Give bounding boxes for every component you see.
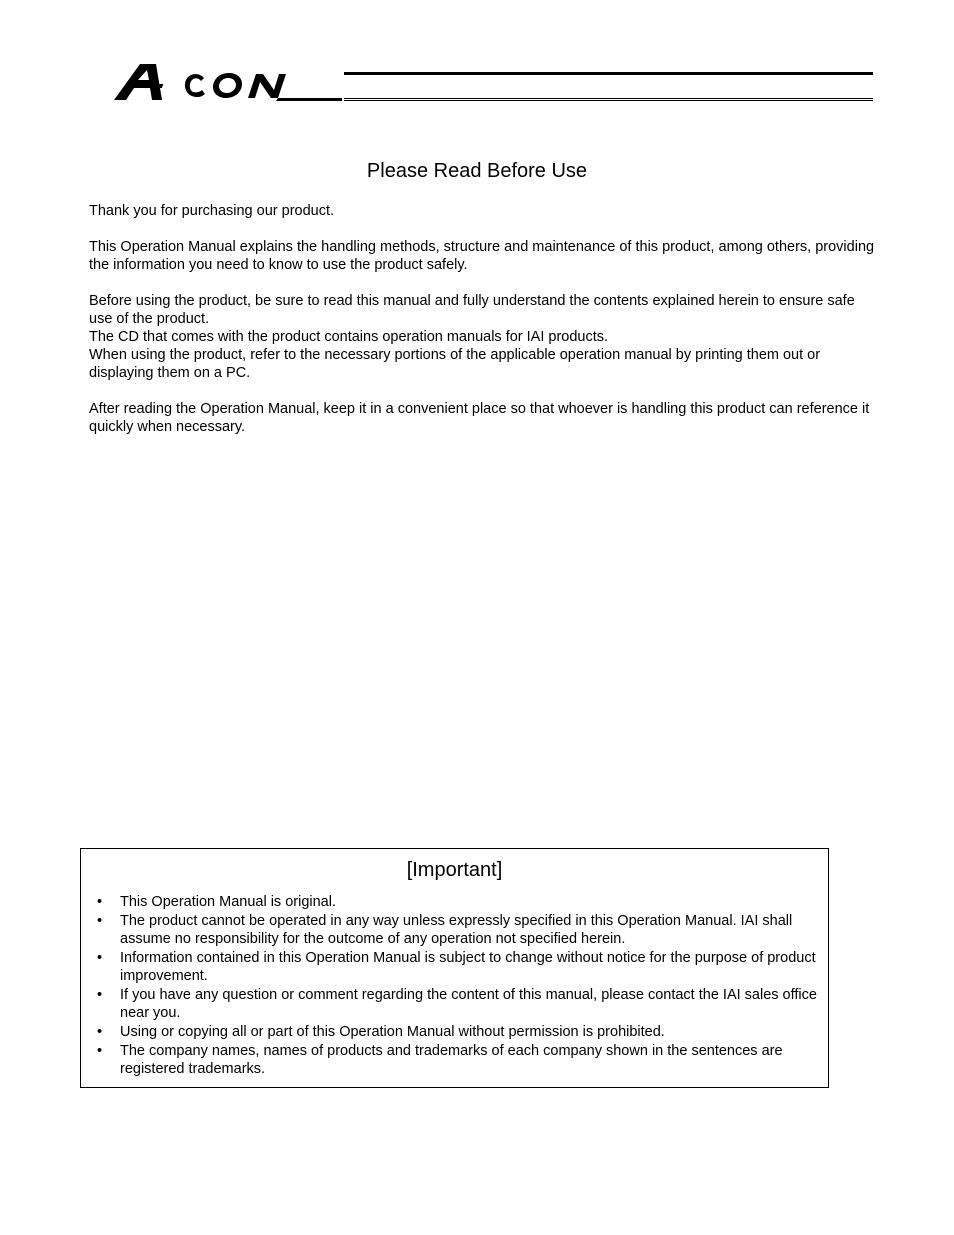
list-item bbox=[97, 1042, 817, 1078]
list-item-text: Information contained in this Operation Manual is subject to change without notice for the purpose of product improvement. bbox=[120, 950, 816, 984]
list-item bbox=[97, 986, 817, 1022]
paragraph: After reading the Operation Manual, keep it in a convenient place so that whoever is handling this product can reference it quickly when necessary. bbox=[89, 401, 870, 435]
list-item-text: The company names, names of products and trademarks of each company shown in the sentences are registered trademarks. bbox=[120, 1043, 783, 1077]
paragraph: The CD that comes with the product contains operation manuals for IAI products. bbox=[89, 329, 609, 345]
header-rule-bottom bbox=[344, 98, 873, 101]
list-item-text: This Operation Manual is original. bbox=[120, 894, 336, 910]
paragraph: Before using the product, be sure to read this manual and fully understand the contents explained herein to ensure safe use of the product. bbox=[89, 293, 855, 327]
bullet-icon: • bbox=[97, 913, 103, 929]
paragraph: This Operation Manual explains the handling methods, structure and maintenance of this product, among others, providing the information you need to know to use the product safely. bbox=[89, 239, 875, 273]
bullet-icon: • bbox=[97, 894, 103, 910]
bullet-icon: • bbox=[97, 1024, 103, 1040]
header-rule-top bbox=[344, 72, 873, 75]
list-item bbox=[97, 949, 817, 985]
list-item bbox=[97, 912, 817, 948]
list-item bbox=[97, 893, 817, 911]
acon-logo bbox=[112, 60, 344, 104]
bullet-icon: • bbox=[97, 950, 103, 966]
paragraph: When using the product, refer to the necessary portions of the applicable operation manual by printing them out or displaying them on a PC. bbox=[89, 347, 821, 381]
list-item-text: If you have any question or comment regarding the content of this manual, please contact the IAI sales office near you. bbox=[120, 987, 817, 1021]
list-item-text: Using or copying all or part of this Operation Manual without permission is prohibited. bbox=[120, 1024, 665, 1040]
important-heading: [Important] bbox=[406, 859, 503, 881]
bullet-icon: • bbox=[97, 987, 103, 1003]
important-list bbox=[97, 893, 817, 1079]
list-item bbox=[97, 1023, 817, 1041]
important-notice-box bbox=[80, 848, 829, 1088]
page-title: Please Read Before Use bbox=[366, 160, 588, 182]
paragraph: Thank you for purchasing our product. bbox=[89, 203, 335, 219]
list-item-text: The product cannot be operated in any way unless expressly specified in this Operation Manual. IAI shall assume no responsibility for the outcome of any operation not specified herein. bbox=[120, 913, 793, 947]
bullet-icon: • bbox=[97, 1043, 103, 1059]
intro-text bbox=[89, 202, 879, 436]
